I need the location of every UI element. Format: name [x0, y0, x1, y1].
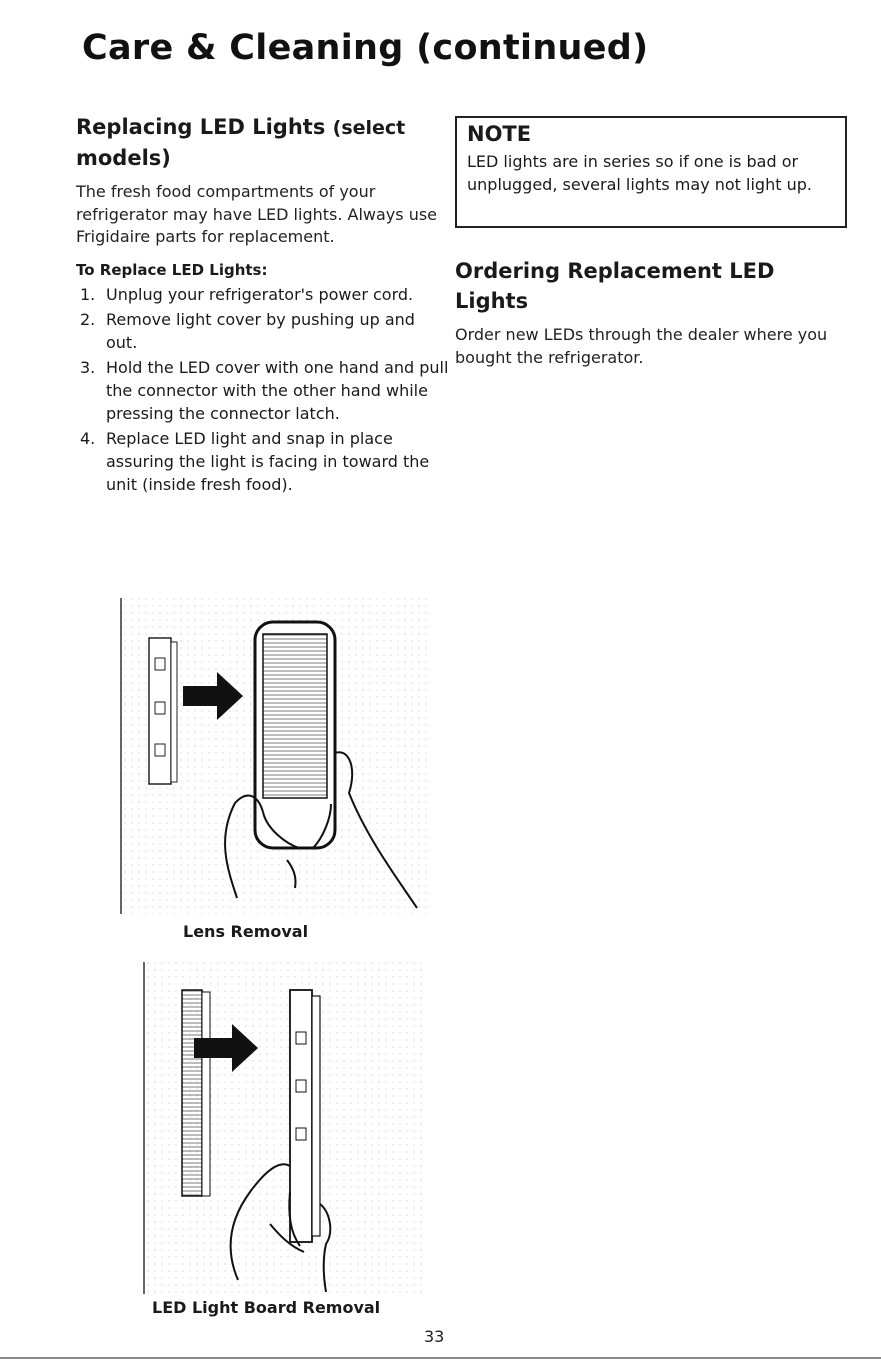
replacing-heading	[76, 112, 451, 173]
replace-steps-list	[76, 283, 451, 496]
replacing-heading-line2: models)	[76, 146, 171, 170]
bottom-divider	[0, 1357, 881, 1359]
replace-subheading: To Replace LED Lights:	[76, 260, 268, 279]
note-text: LED lights are in series so if one is bad or unplugged, several lights may not light up.	[467, 152, 812, 194]
figure-caption-led-board-removal: LED Light Board Removal	[152, 1298, 381, 1317]
ordering-section	[455, 256, 847, 369]
page-number: 33	[424, 1327, 445, 1346]
figure-caption-lens-removal: Lens Removal	[183, 922, 309, 941]
note-box	[455, 116, 847, 228]
step-text: Replace LED light and snap in place assuring the light is facing in toward the unit (inside fresh food).	[106, 428, 430, 494]
replacing-intro: The fresh food compartments of your refrigerator may have LED lights. Always use Frigidaire parts for replacement.	[76, 182, 438, 246]
page-title: Care & Cleaning (continued)	[82, 28, 649, 68]
step-item	[76, 356, 451, 425]
led-strip-icon	[149, 638, 177, 784]
step-number: 3.	[80, 357, 96, 377]
step-number: 4.	[80, 428, 96, 448]
note-title: NOTE	[467, 122, 532, 146]
step-text: Hold the LED cover with one hand and pull the connector with the other hand while pressing the connector latch.	[106, 357, 449, 423]
led-board-removal-illustration	[140, 962, 426, 1294]
ordering-heading: Ordering Replacement LED Lights	[455, 259, 775, 313]
replacing-led-section	[76, 112, 451, 498]
replacing-heading-main: Replacing LED Lights	[76, 115, 326, 139]
replacing-heading-qualifier: (select	[332, 117, 406, 139]
step-item	[76, 283, 451, 306]
right-column	[455, 116, 847, 369]
ordering-text: Order new LEDs through the dealer where you bought the refrigerator.	[455, 325, 828, 367]
lens-removal-illustration	[117, 598, 427, 914]
step-text: Unplug your refrigerator's power cord.	[106, 284, 414, 304]
step-item	[76, 308, 451, 354]
led-strip-icon	[290, 990, 320, 1242]
step-number: 2.	[80, 309, 96, 329]
step-text: Remove light cover by pushing up and out.	[106, 309, 415, 352]
step-number: 1.	[80, 284, 96, 304]
step-item	[76, 427, 451, 496]
